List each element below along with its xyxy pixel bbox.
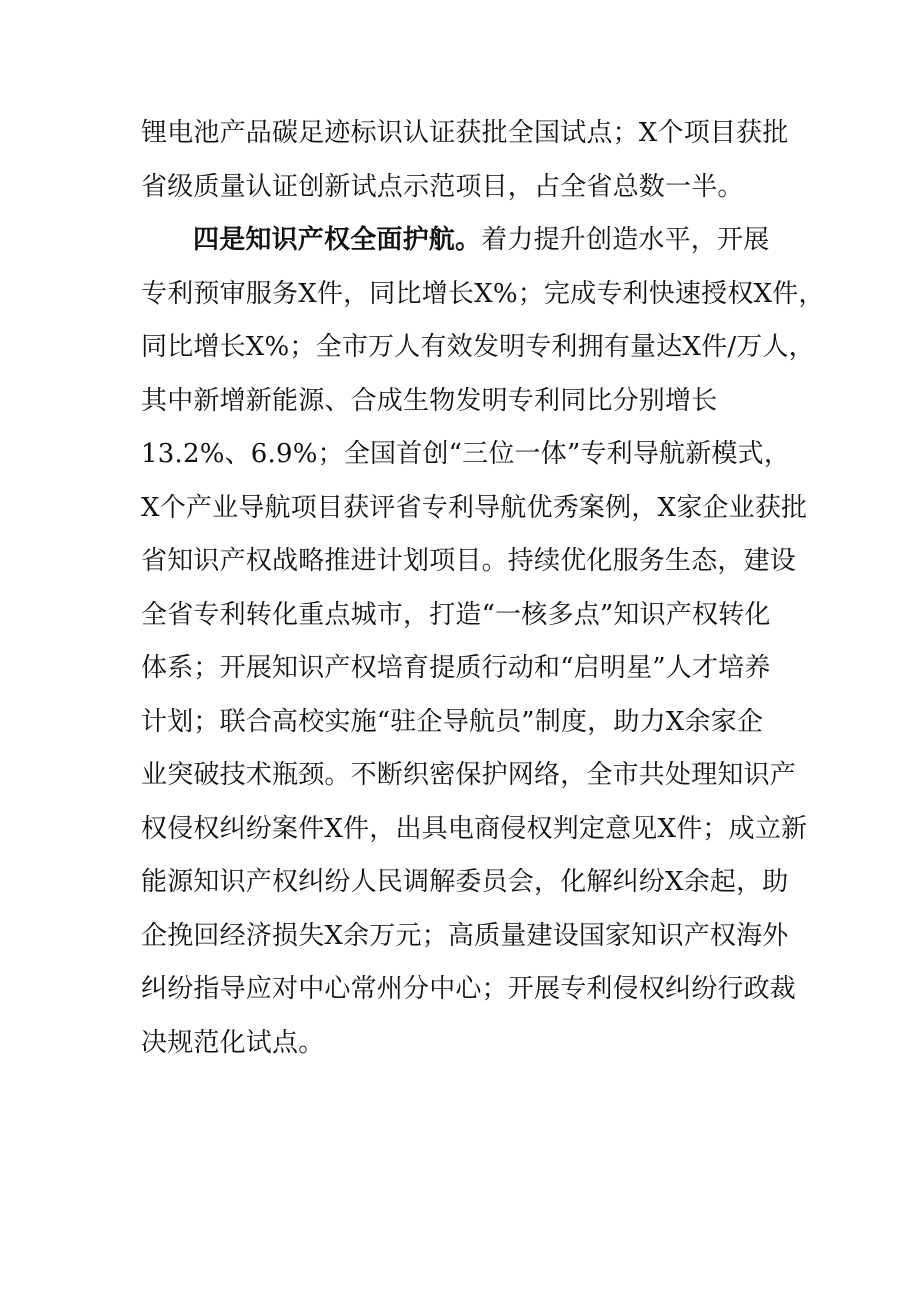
paragraph-line: 全省专利转化重点城市，打造“一核多点”知识产权转化 bbox=[141, 599, 771, 630]
paragraph-line: 企挽回经济损失X余万元；高质量建设国家知识产权海外 bbox=[141, 920, 789, 951]
paragraph-line: 13.2%、6.9%；全国首创“三位一体”专利导航新模式， bbox=[141, 439, 791, 469]
paragraph-line: 省级质量认证创新试点示范项目，占全省总数一半。 bbox=[141, 171, 744, 202]
paragraph-line: 锂电池产品碳足迹标识认证获批全国试点；X个项目获批 bbox=[141, 118, 789, 148]
paragraph-line: X个产业导航项目获评省专利导航优秀案例，X家企业获批 bbox=[141, 492, 808, 523]
paragraph-line: 省知识产权战略推进计划项目。持续优化服务生态，建设 bbox=[141, 546, 797, 576]
paragraph-text: 着力提升创造水平，开展 bbox=[481, 225, 770, 255]
paragraph-line: 能源知识产权纠纷人民调解委员会，化解纠纷X余起，助 bbox=[141, 867, 789, 897]
paragraph-line: 决规范化试点。 bbox=[141, 1027, 325, 1058]
paragraph-line: 权侵权纠纷案件X件，出具电商侵权判定意见X件；成立新 bbox=[141, 813, 808, 844]
paragraph-line: 计划；联合高校实施“驻企导航员”制度，助力X余家企 bbox=[141, 706, 764, 737]
paragraph-heading-line bbox=[141, 214, 789, 268]
document-page bbox=[141, 107, 825, 1070]
paragraph-line: 业突破技术瓶颈。不断织密保护网络，全市共处理知识产 bbox=[141, 760, 797, 790]
section-heading: 四是知识产权全面护航。 bbox=[193, 225, 482, 255]
paragraph-line: 体系；开展知识产权培育提质行动和“启明星”人才培养 bbox=[141, 653, 771, 683]
paragraph-line: 同比增长X%；全市万人有效发明专利拥有量达X件/万人， bbox=[141, 332, 815, 362]
paragraph-line: 其中新增新能源、合成生物发明专利同比分别增长 bbox=[141, 385, 718, 416]
paragraph-line: 纠纷指导应对中心常州分中心；开展专利侵权纠纷行政裁 bbox=[141, 974, 797, 1004]
paragraph-line: 专利预审服务X件，同比增长X%；完成专利快速授权X件， bbox=[141, 278, 825, 309]
